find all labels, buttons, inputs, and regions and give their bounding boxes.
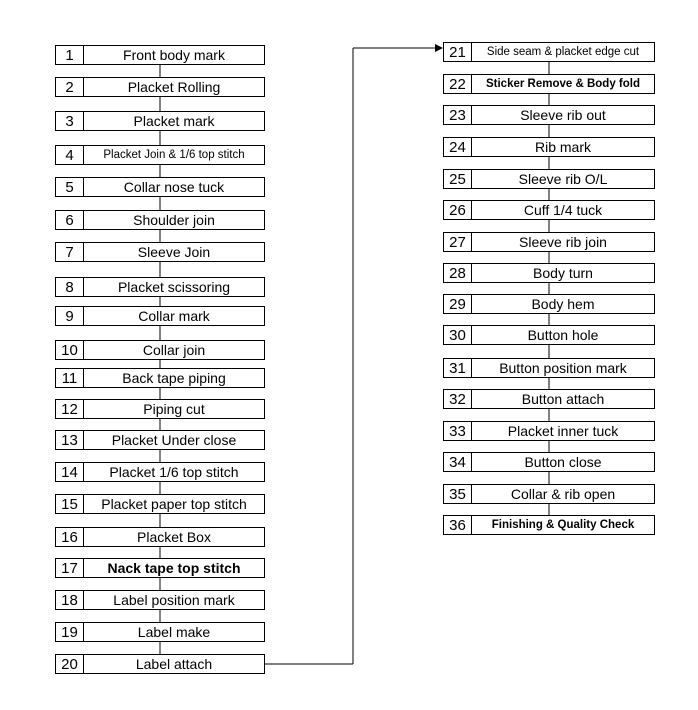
step-label: Placket 1/6 top stitch: [109, 464, 239, 480]
step-label: Collar nose tuck: [123, 179, 225, 195]
process-step-21: [443, 42, 655, 62]
step-number: 14: [56, 463, 84, 481]
step-label: Label position mark: [113, 592, 235, 608]
step-number: 11: [56, 369, 84, 387]
step-label: Placket scissoring: [117, 279, 231, 295]
process-step-35: [443, 484, 655, 504]
step-number: 6: [56, 211, 84, 229]
step-label: Finishing & Quality Check: [491, 519, 635, 531]
step-label: Label attach: [135, 656, 213, 672]
process-step-15: [55, 494, 265, 514]
process-step-16: [55, 527, 265, 547]
step-label: Placket inner tuck: [507, 423, 619, 439]
step-label: Shoulder join: [133, 212, 215, 228]
arrowhead-icon: [435, 44, 443, 52]
process-step-27: [443, 232, 655, 252]
process-step-22: [443, 74, 655, 94]
step-label: Collar & rib open: [510, 486, 616, 502]
process-step-34: [443, 452, 655, 472]
step-label: Body turn: [533, 265, 593, 281]
step-label: Placket paper top stitch: [101, 496, 247, 512]
step-number: 4: [56, 146, 84, 164]
step-label: Rib mark: [534, 139, 591, 155]
process-step-1: [55, 45, 265, 65]
process-step-24: [443, 137, 655, 157]
process-step-13: [55, 430, 265, 450]
step-label: Front body mark: [123, 47, 225, 63]
step-label: Cuff 1/4 tuck: [523, 202, 603, 218]
step-number: 21: [444, 43, 472, 61]
step-number: 36: [444, 516, 472, 534]
step-label: Side seam & placket edge cut: [486, 46, 640, 58]
step-number: 24: [444, 138, 472, 156]
process-step-30: [443, 325, 655, 345]
step-label: Back tape piping: [122, 370, 226, 386]
process-step-5: [55, 177, 265, 197]
step-label: Placket Under close: [111, 432, 237, 448]
step-number: 17: [56, 559, 84, 577]
step-number: 12: [56, 400, 84, 418]
step-label: Button position mark: [499, 360, 627, 376]
process-step-28: [443, 263, 655, 283]
step-number: 35: [444, 485, 472, 503]
step-number: 28: [444, 264, 472, 282]
step-label: Sleeve Join: [137, 244, 211, 260]
step-label: Sticker Remove & Body fold: [485, 78, 640, 90]
step-number: 18: [56, 591, 84, 609]
step-number: 7: [56, 243, 84, 261]
step-number: 9: [56, 307, 84, 325]
process-step-6: [55, 210, 265, 230]
process-step-12: [55, 399, 265, 419]
step-label: Collar join: [142, 342, 206, 358]
process-step-26: [443, 200, 655, 220]
step-number: 1: [56, 46, 84, 64]
process-step-32: [443, 389, 655, 409]
process-step-4: [55, 145, 265, 165]
step-number: 26: [444, 201, 472, 219]
process-step-20: [55, 654, 265, 674]
step-label: Piping cut: [143, 401, 205, 417]
step-number: 34: [444, 453, 472, 471]
step-number: 19: [56, 623, 84, 641]
step-label: Button close: [524, 454, 602, 470]
process-step-2: [55, 77, 265, 97]
process-step-23: [443, 105, 655, 125]
step-number: 3: [56, 112, 84, 130]
process-step-19: [55, 622, 265, 642]
step-number: 2: [56, 78, 84, 96]
step-label: Placket Box: [137, 529, 211, 545]
step-number: 29: [444, 295, 472, 313]
step-label: Collar mark: [138, 308, 210, 324]
process-step-8: [55, 277, 265, 297]
step-number: 31: [444, 359, 472, 377]
step-number: 33: [444, 422, 472, 440]
step-number: 20: [56, 655, 84, 673]
step-label: Button hole: [527, 327, 599, 343]
step-number: 23: [444, 106, 472, 124]
step-number: 8: [56, 278, 84, 296]
step-label: Sleeve rib O/L: [518, 171, 608, 187]
process-step-17: [55, 558, 265, 578]
process-step-25: [443, 169, 655, 189]
step-number: 16: [56, 528, 84, 546]
step-label: Placket mark: [133, 113, 215, 129]
process-step-29: [443, 294, 655, 314]
step-number: 10: [56, 341, 84, 359]
process-step-36: [443, 515, 655, 535]
step-number: 15: [56, 495, 84, 513]
step-label: Nack tape top stitch: [107, 560, 241, 576]
step-number: 27: [444, 233, 472, 251]
step-label: Sleeve rib out: [520, 107, 606, 123]
process-step-14: [55, 462, 265, 482]
step-number: 32: [444, 390, 472, 408]
step-label: Placket Join & 1/6 top stitch: [103, 149, 245, 161]
process-step-31: [443, 358, 655, 378]
process-step-33: [443, 421, 655, 441]
process-step-10: [55, 340, 265, 360]
step-label: Body hem: [531, 296, 595, 312]
step-label: Sleeve rib join: [519, 234, 607, 250]
process-step-7: [55, 242, 265, 262]
step-number: 13: [56, 431, 84, 449]
step-number: 25: [444, 170, 472, 188]
step-number: 5: [56, 178, 84, 196]
process-step-3: [55, 111, 265, 131]
process-step-18: [55, 590, 265, 610]
step-label: Label make: [137, 624, 211, 640]
process-step-9: [55, 306, 265, 326]
process-step-11: [55, 368, 265, 388]
step-label: Button attach: [521, 391, 605, 407]
step-label: Placket Rolling: [127, 79, 221, 95]
step-number: 22: [444, 75, 472, 93]
step-number: 30: [444, 326, 472, 344]
